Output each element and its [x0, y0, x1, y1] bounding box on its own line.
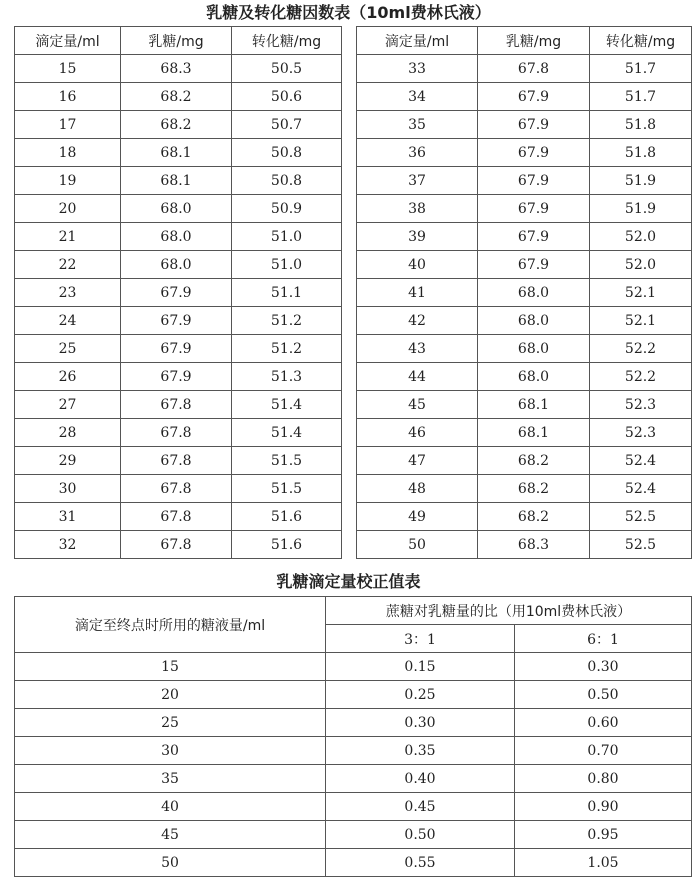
table-cell: 67.8 — [121, 531, 232, 559]
table-cell: 0.55 — [326, 849, 515, 877]
table-row — [15, 531, 692, 559]
table-cell: 1.05 — [515, 849, 692, 877]
table-cell: 68.0 — [478, 335, 590, 363]
table-cell: 51.1 — [232, 279, 342, 307]
table-row — [15, 709, 692, 737]
table-cell: 0.70 — [515, 737, 692, 765]
table-row — [15, 391, 692, 419]
table-cell: 67.8 — [121, 391, 232, 419]
table-cell: 68.1 — [478, 391, 590, 419]
table-cell: 35 — [357, 111, 478, 139]
table-row — [15, 503, 692, 531]
table-cell: 67.9 — [478, 83, 590, 111]
table-cell: 50.8 — [232, 167, 342, 195]
table-cell: 67.8 — [121, 447, 232, 475]
table-cell: 45 — [357, 391, 478, 419]
table-cell: 68.0 — [121, 195, 232, 223]
table-cell: 39 — [357, 223, 478, 251]
table-cell: 67.8 — [478, 55, 590, 83]
table-cell: 51.5 — [232, 447, 342, 475]
table-row — [15, 195, 692, 223]
table-cell: 31 — [15, 503, 121, 531]
table-row — [15, 139, 692, 167]
lactose-factor-table-title: 乳糖及转化糖因数表（10ml费林氏液） — [206, 3, 491, 22]
table-header-row — [15, 27, 692, 55]
column-gap — [342, 223, 357, 251]
table-cell: 68.1 — [478, 419, 590, 447]
table-row — [15, 363, 692, 391]
table-cell: 0.25 — [326, 681, 515, 709]
table-cell: 50.6 — [232, 83, 342, 111]
lactose-correction-table-title: 乳糖滴定量校正值表 — [276, 572, 421, 591]
table-cell: 45 — [15, 821, 326, 849]
table-cell: 36 — [357, 139, 478, 167]
table-cell: 0.40 — [326, 765, 515, 793]
table-cell: 68.1 — [121, 167, 232, 195]
table-cell: 37 — [357, 167, 478, 195]
table-cell: 51.7 — [590, 55, 692, 83]
table-cell: 0.30 — [515, 653, 692, 681]
column-gap — [342, 167, 357, 195]
table-cell: 15 — [15, 55, 121, 83]
table-cell: 35 — [15, 765, 326, 793]
table-cell: 52.2 — [590, 335, 692, 363]
table-cell: 68.0 — [121, 251, 232, 279]
column-gap — [342, 447, 357, 475]
table-row — [15, 55, 692, 83]
table-cell: 52.2 — [590, 363, 692, 391]
table-cell: 28 — [15, 419, 121, 447]
table-cell: 30 — [15, 475, 121, 503]
table-cell: 67.9 — [121, 307, 232, 335]
table-cell: 0.45 — [326, 793, 515, 821]
table-cell: 68.3 — [478, 531, 590, 559]
table-cell: 25 — [15, 335, 121, 363]
table-cell: 51.6 — [232, 531, 342, 559]
table-cell: 68.0 — [121, 223, 232, 251]
table-cell: 52.5 — [590, 531, 692, 559]
table-cell: 68.2 — [121, 83, 232, 111]
table-cell: 50.8 — [232, 139, 342, 167]
table-cell: 52.3 — [590, 391, 692, 419]
table-cell: 0.35 — [326, 737, 515, 765]
table-row — [15, 765, 692, 793]
column-gap — [342, 531, 357, 559]
table-cell: 51.4 — [232, 391, 342, 419]
table-cell: 0.15 — [326, 653, 515, 681]
table-cell: 50.5 — [232, 55, 342, 83]
table-cell: 67.8 — [121, 503, 232, 531]
table-cell: 52.0 — [590, 251, 692, 279]
column-gap — [342, 55, 357, 83]
table-cell: 25 — [15, 709, 326, 737]
table-cell: 47 — [357, 447, 478, 475]
table-cell: 0.90 — [515, 793, 692, 821]
table-cell: 51.5 — [232, 475, 342, 503]
table-row — [15, 223, 692, 251]
table-cell: 51.0 — [232, 223, 342, 251]
lactose-invert-sugar-factor-table — [14, 26, 692, 559]
table-cell: 46 — [357, 419, 478, 447]
table-cell: 29 — [15, 447, 121, 475]
table-cell: 67.9 — [478, 111, 590, 139]
table-cell: 51.7 — [590, 83, 692, 111]
column-gap — [342, 335, 357, 363]
table-cell: 0.50 — [515, 681, 692, 709]
table-cell: 18 — [15, 139, 121, 167]
table-cell: 23 — [15, 279, 121, 307]
table-cell: 49 — [357, 503, 478, 531]
table-row — [15, 849, 692, 877]
table-cell: 42 — [357, 307, 478, 335]
table-cell: 24 — [15, 307, 121, 335]
table-cell: 0.95 — [515, 821, 692, 849]
table-cell: 0.50 — [326, 821, 515, 849]
table-row — [15, 335, 692, 363]
table-cell: 20 — [15, 681, 326, 709]
column-gap — [342, 419, 357, 447]
table-row — [15, 419, 692, 447]
table-cell: 67.9 — [478, 167, 590, 195]
header-invert-sugar: 转化糖/mg — [232, 27, 342, 55]
header-titration-volume: 滴定量/ml — [357, 27, 478, 55]
table-cell: 52.3 — [590, 419, 692, 447]
table-cell: 15 — [15, 653, 326, 681]
column-gap — [342, 83, 357, 111]
column-gap — [342, 363, 357, 391]
table-row — [15, 167, 692, 195]
header-sucrose-lactose-ratio: 蔗糖对乳糖量的比（用10ml费林氏液） — [326, 597, 692, 625]
table-cell: 67.9 — [478, 251, 590, 279]
column-gap — [342, 307, 357, 335]
table-cell: 51.6 — [232, 503, 342, 531]
column-gap — [342, 391, 357, 419]
table-row — [15, 447, 692, 475]
table-cell: 51.8 — [590, 111, 692, 139]
table-cell: 51.0 — [232, 251, 342, 279]
column-gap — [342, 503, 357, 531]
table-cell: 50.9 — [232, 195, 342, 223]
table-cell: 16 — [15, 83, 121, 111]
table-cell: 51.4 — [232, 419, 342, 447]
table-cell: 52.1 — [590, 307, 692, 335]
table-cell: 33 — [357, 55, 478, 83]
column-gap — [342, 111, 357, 139]
table-cell: 34 — [357, 83, 478, 111]
table-cell: 50.7 — [232, 111, 342, 139]
lactose-titration-correction-table — [14, 596, 692, 877]
header-ratio-3-1: 3：1 — [326, 625, 515, 653]
table-row — [15, 111, 692, 139]
table-cell: 40 — [15, 793, 326, 821]
header-sugar-solution-volume: 滴定至终点时所用的糖液量/ml — [15, 597, 326, 653]
table-cell: 67.9 — [121, 335, 232, 363]
header-lactose: 乳糖/mg — [478, 27, 590, 55]
table-cell: 27 — [15, 391, 121, 419]
table-cell: 22 — [15, 251, 121, 279]
column-gap — [342, 251, 357, 279]
table-cell: 50 — [357, 531, 478, 559]
table-cell: 52.4 — [590, 447, 692, 475]
table-cell: 68.3 — [121, 55, 232, 83]
table-cell: 68.2 — [478, 447, 590, 475]
table-cell: 41 — [357, 279, 478, 307]
table-cell: 44 — [357, 363, 478, 391]
table-cell: 68.1 — [121, 139, 232, 167]
table-cell: 50 — [15, 849, 326, 877]
table-cell: 0.60 — [515, 709, 692, 737]
table-cell: 21 — [15, 223, 121, 251]
table-cell: 52.5 — [590, 503, 692, 531]
table-cell: 51.3 — [232, 363, 342, 391]
table-cell: 68.2 — [478, 475, 590, 503]
table-cell: 0.30 — [326, 709, 515, 737]
table-row — [15, 279, 692, 307]
table-row — [15, 251, 692, 279]
table-cell: 38 — [357, 195, 478, 223]
header-titration-volume: 滴定量/ml — [15, 27, 121, 55]
table-cell: 68.0 — [478, 307, 590, 335]
header-lactose: 乳糖/mg — [121, 27, 232, 55]
table-cell: 52.0 — [590, 223, 692, 251]
table-cell: 51.2 — [232, 307, 342, 335]
table-cell: 67.8 — [121, 419, 232, 447]
table-cell: 67.9 — [478, 223, 590, 251]
table-row — [15, 793, 692, 821]
table-cell: 51.9 — [590, 195, 692, 223]
table-cell: 67.9 — [478, 139, 590, 167]
column-gap — [342, 279, 357, 307]
table-cell: 52.1 — [590, 279, 692, 307]
table-cell: 32 — [15, 531, 121, 559]
table-cell: 26 — [15, 363, 121, 391]
table-cell: 48 — [357, 475, 478, 503]
column-gap — [342, 195, 357, 223]
table-cell: 67.9 — [121, 363, 232, 391]
column-gap — [342, 139, 357, 167]
header-ratio-6-1: 6：1 — [515, 625, 692, 653]
table-cell: 20 — [15, 195, 121, 223]
table-row — [15, 821, 692, 849]
table-row — [15, 737, 692, 765]
column-gap — [342, 475, 357, 503]
table-cell: 52.4 — [590, 475, 692, 503]
table-row — [15, 681, 692, 709]
table-cell: 17 — [15, 111, 121, 139]
table-row — [15, 83, 692, 111]
table-cell: 67.9 — [478, 195, 590, 223]
table-row — [15, 307, 692, 335]
table-cell: 51.9 — [590, 167, 692, 195]
column-gap — [342, 27, 357, 55]
table-header-row — [15, 597, 692, 625]
table-cell: 40 — [357, 251, 478, 279]
table-cell: 30 — [15, 737, 326, 765]
table-cell: 68.2 — [121, 111, 232, 139]
table-cell: 51.2 — [232, 335, 342, 363]
table-cell: 19 — [15, 167, 121, 195]
header-invert-sugar: 转化糖/mg — [590, 27, 692, 55]
table-cell: 0.80 — [515, 765, 692, 793]
table-cell: 68.2 — [478, 503, 590, 531]
table-cell: 67.9 — [121, 279, 232, 307]
table-cell: 51.8 — [590, 139, 692, 167]
table-cell: 68.0 — [478, 279, 590, 307]
table-cell: 68.0 — [478, 363, 590, 391]
table-row — [15, 653, 692, 681]
table-cell: 67.8 — [121, 475, 232, 503]
table-cell: 43 — [357, 335, 478, 363]
table-row — [15, 475, 692, 503]
